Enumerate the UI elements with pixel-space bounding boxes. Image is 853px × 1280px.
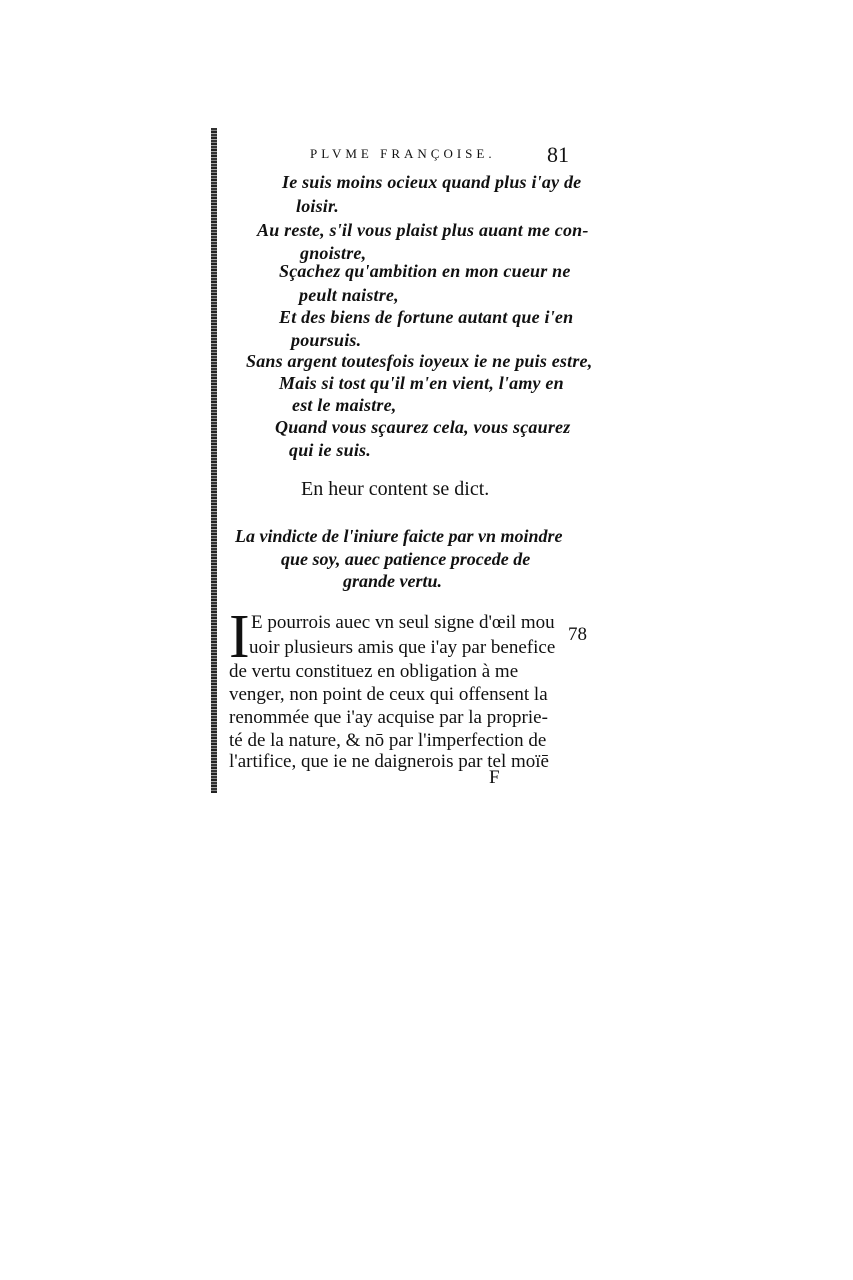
running-head: PLVME FRANÇOISE. bbox=[310, 146, 496, 161]
section-heading-line: grande vertu. bbox=[343, 571, 442, 591]
prose-line: venger, non point de ceux qui offensent la bbox=[229, 684, 548, 705]
verse-line: Mais si tost qu'il m'en vient, l'amy en bbox=[279, 373, 564, 393]
verse-line: loisir. bbox=[296, 196, 339, 216]
verse-line: Quand vous sçaurez cela, vous sçaurez bbox=[275, 417, 571, 437]
motto: En heur content se dict. bbox=[301, 478, 490, 500]
verse-line: Et des biens de fortune autant que i'en bbox=[279, 307, 574, 327]
prose-line: renommée que i'ay acquise par la proprie- bbox=[229, 707, 548, 728]
verse-line: gnoistre, bbox=[300, 243, 367, 263]
prose-line: uoir plusieurs amis que i'ay par benefice bbox=[249, 637, 556, 658]
margin-note: 78 bbox=[568, 624, 587, 645]
prose-line: l'artifice, que ie ne daignerois par tel moïē bbox=[229, 751, 549, 772]
verse-line: Sçachez qu'ambition en mon cueur ne bbox=[279, 261, 571, 281]
verse-line: Ie suis moins ocieux quand plus i'ay de bbox=[282, 172, 582, 192]
prose-line: de vertu constituez en obligation à me bbox=[229, 661, 519, 682]
drop-cap: I bbox=[229, 603, 250, 671]
signature-mark: F bbox=[489, 767, 500, 788]
prose-line: té de la nature, & nō par l'imperfection de bbox=[229, 730, 547, 751]
page-number: 81 bbox=[547, 142, 569, 167]
verse-line: Sans argent toutesfois ioyeux ie ne puis estre, bbox=[246, 351, 593, 371]
prose-line: E pourrois auec vn seul signe d'œil mou bbox=[251, 612, 555, 633]
binding-edge bbox=[211, 128, 217, 793]
verse-line: peult naistre, bbox=[299, 285, 399, 305]
verse-line: Au reste, s'il vous plaist plus auant me con- bbox=[257, 220, 589, 240]
section-heading-line: que soy, auec patience procede de bbox=[281, 549, 531, 569]
verse-line: est le maistre, bbox=[292, 395, 397, 415]
verse-line: qui ie suis. bbox=[289, 440, 371, 460]
verse-line: poursuis. bbox=[291, 330, 362, 350]
section-heading-line: La vindicte de l'iniure faicte par vn moindre bbox=[235, 526, 563, 546]
